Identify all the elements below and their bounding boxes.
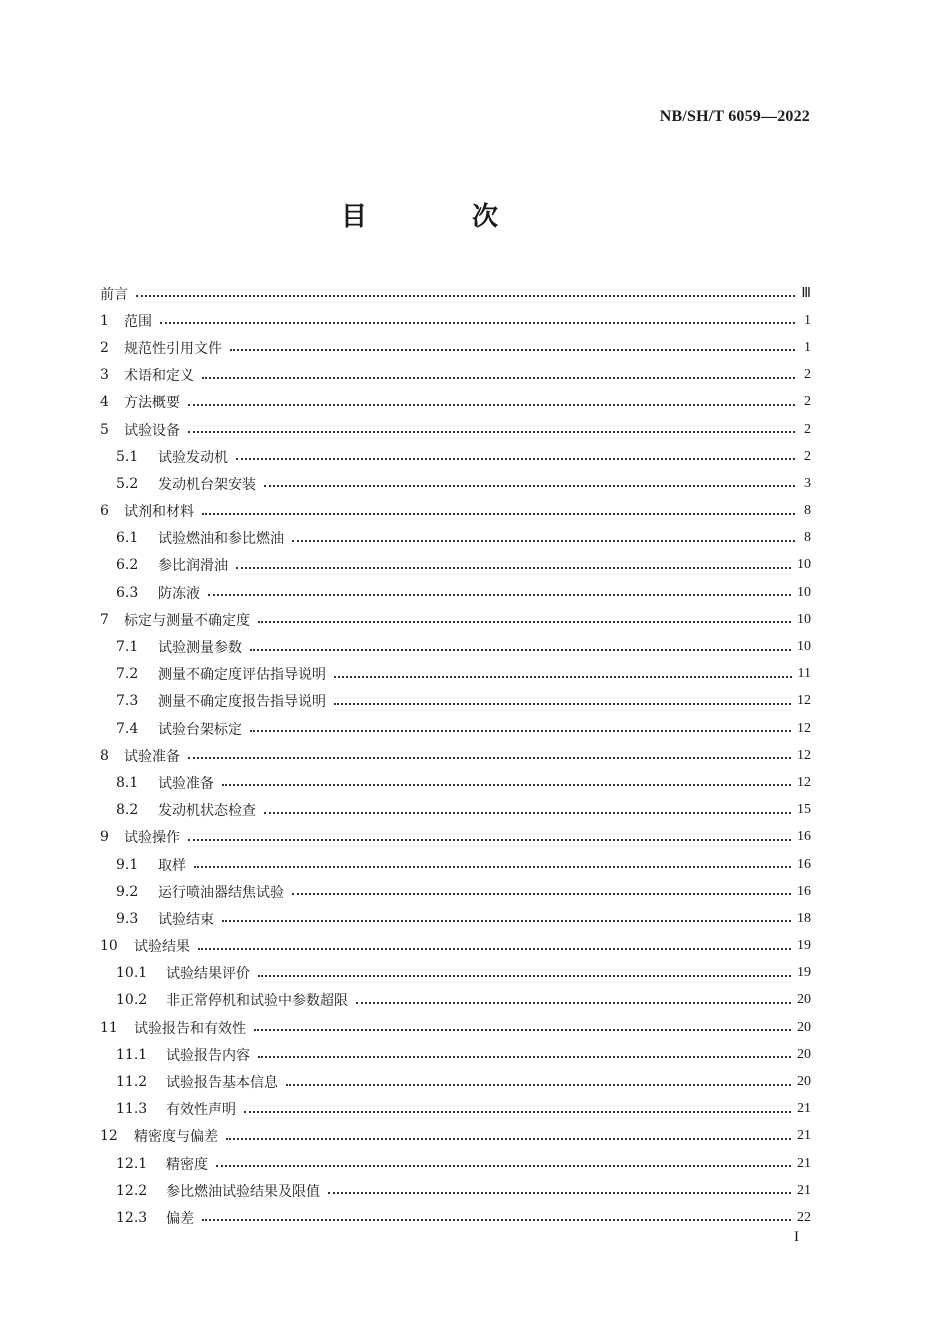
toc-entry-page: 10 [797,557,811,573]
toc-entry-number: 10.2 [116,992,148,1009]
toc-entry-number: 7 [100,611,109,628]
toc-entry[interactable] [100,742,811,769]
toc-dot-leader [198,947,791,950]
toc-entry-number: 8 [100,747,109,764]
toc-entry-label: 试验结果评价 [166,966,250,983]
toc-entry-label: 试验结果 [134,939,190,956]
toc-entry-number: 7.4 [116,720,139,737]
toc-entry-label: 试验操作 [124,830,180,847]
toc-dot-leader [236,566,791,569]
toc-entry-page: 21 [797,1182,811,1198]
toc-entry-page: 21 [797,1128,811,1144]
toc-entry-label: 试验报告内容 [166,1047,250,1064]
toc-dot-leader [202,1218,791,1221]
toc-dot-leader [222,919,791,922]
toc-dot-leader [236,457,795,460]
toc-entry[interactable] [100,633,811,660]
toc-entry-number: 10.1 [116,965,148,982]
toc-dot-leader [188,403,795,406]
toc-entry-number: 6.1 [116,530,139,547]
toc-entry-label: 发动机状态检查 [158,803,256,820]
document-code: NB/SH/T 6059—2022 [659,108,810,125]
toc-entry[interactable] [100,525,811,552]
toc-entry[interactable] [100,797,811,824]
toc-dot-leader [222,783,791,786]
toc-entry-page: 3 [804,475,811,491]
toc-entry-label: 试验报告基本信息 [166,1075,278,1092]
toc-entry[interactable] [100,1014,811,1041]
toc-entry[interactable] [100,878,811,905]
toc-dot-leader [286,1083,791,1086]
toc-entry-number: 3 [100,367,109,384]
table-of-contents [100,280,811,1232]
toc-entry-number: 8.2 [116,802,139,819]
toc-entry-number: 9.1 [116,856,139,873]
toc-entry-page: 12 [797,693,811,709]
toc-entry-number: 11.2 [116,1074,148,1091]
toc-entry-label: 测量不确定度报告指导说明 [158,694,326,711]
toc-dot-leader [216,1164,791,1167]
toc-entry-label: 范围 [124,313,152,330]
toc-dot-leader [250,648,791,651]
toc-entry-number: 6.2 [116,557,139,574]
toc-entry-page: 8 [804,530,811,546]
toc-entry-page: 10 [797,584,811,600]
toc-dot-leader [292,539,795,542]
toc-dot-leader [250,729,791,732]
toc-entry[interactable] [100,498,811,525]
toc-entry-page: 12 [797,774,811,790]
toc-dot-leader [254,1028,791,1031]
toc-dot-leader [264,811,791,814]
toc-entry-page: 16 [797,829,811,845]
toc-entry-number: 8.1 [116,774,139,791]
page-number: I [794,1229,799,1245]
toc-entry-number: 6.3 [116,584,139,601]
toc-entry-page: 20 [797,1046,811,1062]
toc-entry-number: 12 [100,1128,118,1145]
toc-dot-leader [230,348,795,351]
toc-dot-leader [208,593,791,596]
toc-entry-page: 20 [797,1074,811,1090]
toc-entry[interactable] [100,1068,811,1095]
toc-dot-leader [188,430,795,433]
toc-entry-page: 12 [797,747,811,763]
toc-entry-page: 22 [797,1209,811,1225]
toc-entry-number: 6 [100,503,109,520]
toc-title: 目 次 [340,202,547,232]
toc-entry[interactable] [100,987,811,1014]
toc-entry-number: 12.2 [116,1182,148,1199]
toc-entry[interactable] [100,1150,811,1177]
toc-entry-page: Ⅲ [801,286,811,302]
toc-dot-leader [226,1137,791,1140]
toc-dot-leader [160,321,795,324]
toc-entry-page: 15 [797,802,811,818]
toc-dot-leader [136,294,795,297]
toc-entry-number: 9.3 [116,910,139,927]
toc-entry[interactable] [100,307,811,334]
toc-entry-page: 1 [804,312,811,328]
toc-entry[interactable] [100,824,811,851]
toc-entry-label: 前言 [100,286,128,303]
toc-dot-leader [202,512,795,515]
toc-entry[interactable] [100,1123,811,1150]
toc-entry-label: 参比润滑油 [158,558,228,575]
toc-entry[interactable] [100,905,811,932]
toc-entry[interactable] [100,960,811,987]
toc-entry-page: 2 [804,394,811,410]
toc-dot-leader [194,865,791,868]
toc-entry[interactable] [100,389,811,416]
toc-entry-page: 20 [797,992,811,1008]
toc-entry[interactable] [100,362,811,389]
toc-entry-label: 试验报告和有效性 [134,1020,246,1037]
toc-entry-number: 12.3 [116,1209,148,1226]
toc-entry-page: 19 [797,965,811,981]
toc-entry-label: 试验台架标定 [158,721,242,738]
toc-entry[interactable] [100,933,811,960]
toc-entry-label: 试验燃油和参比燃油 [158,531,284,548]
toc-entry-label: 试验测量参数 [158,640,242,657]
toc-entry-label: 术语和定义 [124,368,194,385]
toc-entry-number: 11 [100,1019,118,1036]
toc-entry-number: 12.1 [116,1155,148,1172]
toc-entry-page: 2 [804,367,811,383]
toc-entry-label: 参比燃油试验结果及限值 [166,1183,320,1200]
toc-entry-number: 7.3 [116,693,139,710]
toc-entry-label: 规范性引用文件 [124,340,222,357]
toc-dot-leader [188,756,791,759]
toc-entry[interactable] [100,688,811,715]
toc-entry-label: 防冻液 [158,585,200,602]
toc-entry[interactable] [100,1096,811,1123]
toc-entry[interactable] [100,661,811,688]
toc-dot-leader [258,974,791,977]
toc-dot-leader [356,1001,791,1004]
toc-entry-page: 16 [797,883,811,899]
toc-entry-page: 8 [804,503,811,519]
toc-entry-page: 19 [797,938,811,954]
toc-entry[interactable] [100,470,811,497]
toc-entry[interactable] [100,851,811,878]
toc-entry-number: 11.1 [116,1046,148,1063]
toc-entry-page: 21 [797,1155,811,1171]
toc-entry-label: 试验准备 [124,748,180,765]
toc-entry-number: 4 [100,394,109,411]
toc-dot-leader [292,892,791,895]
toc-entry-page: 11 [797,666,811,682]
toc-entry[interactable] [100,1041,811,1068]
toc-entry-label: 精密度与偏差 [134,1129,218,1146]
toc-entry-number: 1 [100,312,109,329]
toc-entry[interactable] [100,606,811,633]
toc-entry-label: 精密度 [166,1156,208,1173]
toc-entry-number: 10 [100,938,118,955]
toc-entry-page: 20 [797,1019,811,1035]
toc-entry[interactable] [100,579,811,606]
toc-entry-page: 18 [797,910,811,926]
toc-dot-leader [334,702,791,705]
toc-entry[interactable] [100,769,811,796]
toc-entry-number: 9 [100,829,109,846]
toc-dot-leader [244,1110,791,1113]
toc-entry-page: 10 [797,639,811,655]
toc-entry[interactable] [100,416,811,443]
toc-entry-page: 2 [804,448,811,464]
toc-entry-number: 5.1 [116,448,139,465]
toc-entry[interactable] [100,334,811,361]
toc-entry-page: 12 [797,720,811,736]
toc-entry-label: 发动机台架安装 [158,476,256,493]
toc-entry-page: 2 [804,421,811,437]
toc-dot-leader [258,1055,791,1058]
toc-entry-number: 11.3 [116,1101,148,1118]
toc-entry-label: 试验设备 [124,422,180,439]
toc-dot-leader [202,376,795,379]
toc-entry[interactable] [100,443,811,470]
toc-entry-label: 测量不确定度评估指导说明 [158,667,326,684]
toc-entry-label: 方法概要 [124,395,180,412]
toc-entry[interactable] [100,715,811,742]
toc-entry-label: 试验结束 [158,911,214,928]
toc-entry-label: 有效性声明 [166,1102,236,1119]
toc-entry-page: 10 [797,611,811,627]
toc-entry-page: 16 [797,856,811,872]
toc-entry[interactable] [100,1177,811,1204]
toc-entry-label: 标定与测量不确定度 [124,612,250,629]
toc-entry[interactable] [100,280,811,307]
toc-entry[interactable] [100,552,811,579]
toc-entry-number: 5.2 [116,475,139,492]
toc-entry-label: 试验准备 [158,775,214,792]
toc-entry-number: 9.2 [116,883,139,900]
toc-dot-leader [328,1191,791,1194]
toc-dot-leader [188,838,791,841]
toc-entry-number: 7.2 [116,666,139,683]
toc-dot-leader [264,484,795,487]
toc-dot-leader [334,675,792,678]
toc-entry-label: 取样 [158,857,186,874]
toc-dot-leader [258,620,791,623]
toc-entry-number: 7.1 [116,639,139,656]
toc-entry-page: 1 [804,339,811,355]
toc-entry-number: 2 [100,339,109,356]
toc-entry-label: 运行喷油器结焦试验 [158,884,284,901]
toc-entry-label: 试剂和材料 [124,504,194,521]
toc-entry-label: 非正常停机和试验中参数超限 [166,993,348,1010]
toc-entry-number: 5 [100,421,109,438]
toc-entry-page: 21 [797,1101,811,1117]
toc-entry[interactable] [100,1204,811,1231]
toc-entry-label: 偏差 [166,1210,194,1227]
toc-entry-label: 试验发动机 [158,449,228,466]
